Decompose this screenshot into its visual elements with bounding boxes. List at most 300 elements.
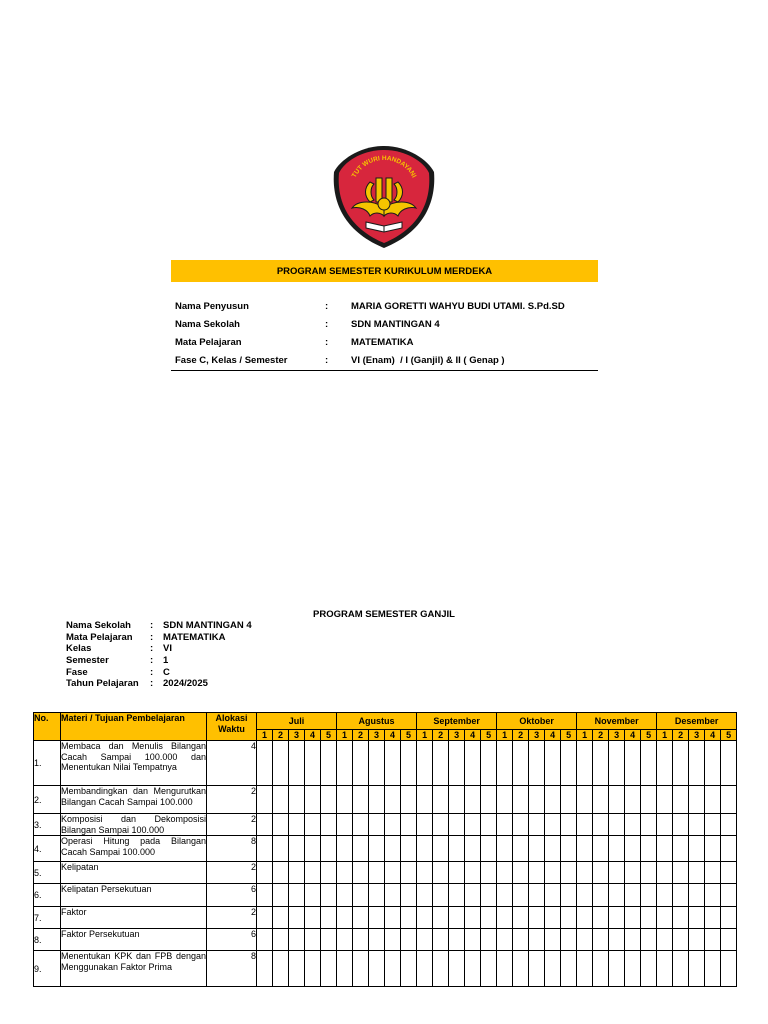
schedule-cell[interactable] xyxy=(657,907,673,929)
table-row xyxy=(34,786,737,814)
schedule-cell[interactable] xyxy=(401,929,417,951)
schedule-cell[interactable] xyxy=(369,951,385,987)
schedule-cell[interactable] xyxy=(289,786,305,814)
schedule-cell[interactable] xyxy=(369,814,385,836)
schedule-cell[interactable] xyxy=(321,884,337,907)
schedule-cell[interactable] xyxy=(417,884,433,907)
schedule-cell[interactable] xyxy=(481,951,497,987)
schedule-cell[interactable] xyxy=(289,929,305,951)
schedule-cell[interactable] xyxy=(513,741,529,786)
schedule-cell[interactable] xyxy=(417,951,433,987)
schedule-cell[interactable] xyxy=(465,741,481,786)
schedule-cell[interactable] xyxy=(641,814,657,836)
schedule-cell[interactable] xyxy=(641,741,657,786)
schedule-cell[interactable] xyxy=(657,884,673,907)
schedule-cell[interactable] xyxy=(609,862,625,884)
schedule-cell[interactable] xyxy=(433,741,449,786)
schedule-cell[interactable] xyxy=(289,951,305,987)
schedule-cell[interactable] xyxy=(481,884,497,907)
row-number: 2. xyxy=(34,786,61,814)
schedule-cell[interactable] xyxy=(625,929,641,951)
schedule-cell[interactable] xyxy=(641,907,657,929)
schedule-cell[interactable] xyxy=(337,929,353,951)
schedule-cell[interactable] xyxy=(593,814,609,836)
schedule-cell[interactable] xyxy=(433,884,449,907)
schedule-cell[interactable] xyxy=(625,836,641,862)
schedule-cell[interactable] xyxy=(545,884,561,907)
schedule-cell[interactable] xyxy=(625,884,641,907)
schedule-cell[interactable] xyxy=(385,786,401,814)
schedule-cell[interactable] xyxy=(529,884,545,907)
schedule-cell[interactable] xyxy=(449,951,465,987)
schedule-cell[interactable] xyxy=(385,741,401,786)
schedule-cell[interactable] xyxy=(625,951,641,987)
schedule-cell[interactable] xyxy=(321,907,337,929)
schedule-cell[interactable] xyxy=(497,884,513,907)
schedule-cell[interactable] xyxy=(385,836,401,862)
schedule-cell[interactable] xyxy=(337,907,353,929)
schedule-cell[interactable] xyxy=(673,907,689,929)
schedule-cell[interactable] xyxy=(545,951,561,987)
schedule-cell[interactable] xyxy=(545,786,561,814)
schedule-cell[interactable] xyxy=(401,814,417,836)
schedule-cell[interactable] xyxy=(321,836,337,862)
schedule-cell[interactable] xyxy=(705,951,721,987)
field-value: SDN MANTINGAN 4 xyxy=(351,318,440,330)
schedule-cell[interactable] xyxy=(561,929,577,951)
week-header: 2 xyxy=(273,730,289,741)
schedule-cell[interactable] xyxy=(449,862,465,884)
schedule-cell[interactable] xyxy=(673,814,689,836)
schedule-cell[interactable] xyxy=(273,951,289,987)
schedule-cell[interactable] xyxy=(673,786,689,814)
schedule-cell[interactable] xyxy=(689,741,705,786)
schedule-cell[interactable] xyxy=(577,884,593,907)
schedule-cell[interactable] xyxy=(321,741,337,786)
schedule-cell[interactable] xyxy=(705,836,721,862)
schedule-cell[interactable] xyxy=(321,786,337,814)
schedule-cell[interactable] xyxy=(625,907,641,929)
schedule-cell[interactable] xyxy=(353,907,369,929)
schedule-cell[interactable] xyxy=(577,929,593,951)
schedule-cell[interactable] xyxy=(641,836,657,862)
schedule-cell[interactable] xyxy=(657,814,673,836)
schedule-cell[interactable] xyxy=(593,836,609,862)
schedule-cell[interactable] xyxy=(417,741,433,786)
schedule-cell[interactable] xyxy=(257,907,273,929)
field-label: Mata Pelajaran xyxy=(175,336,242,348)
schedule-cell[interactable] xyxy=(465,836,481,862)
schedule-cell[interactable] xyxy=(353,814,369,836)
schedule-cell[interactable] xyxy=(529,814,545,836)
schedule-cell[interactable] xyxy=(417,836,433,862)
schedule-cell[interactable] xyxy=(433,907,449,929)
schedule-cell[interactable] xyxy=(289,814,305,836)
schedule-cell[interactable] xyxy=(433,951,449,987)
schedule-cell[interactable] xyxy=(337,836,353,862)
schedule-cell[interactable] xyxy=(305,836,321,862)
schedule-cell[interactable] xyxy=(353,836,369,862)
schedule-cell[interactable] xyxy=(305,786,321,814)
schedule-cell[interactable] xyxy=(433,814,449,836)
schedule-cell[interactable] xyxy=(289,862,305,884)
schedule-cell[interactable] xyxy=(465,907,481,929)
schedule-cell[interactable] xyxy=(593,786,609,814)
schedule-cell[interactable] xyxy=(545,741,561,786)
schedule-cell[interactable] xyxy=(433,929,449,951)
schedule-cell[interactable] xyxy=(257,929,273,951)
row-alokasi: 2 xyxy=(207,786,257,814)
schedule-cell[interactable] xyxy=(577,741,593,786)
schedule-cell[interactable] xyxy=(401,786,417,814)
field-label: Kelas xyxy=(66,643,92,655)
schedule-cell[interactable] xyxy=(369,786,385,814)
schedule-cell[interactable] xyxy=(689,786,705,814)
schedule-cell[interactable] xyxy=(257,884,273,907)
schedule-cell[interactable] xyxy=(353,884,369,907)
schedule-cell[interactable] xyxy=(481,814,497,836)
schedule-cell[interactable] xyxy=(593,862,609,884)
schedule-cell[interactable] xyxy=(273,907,289,929)
schedule-cell[interactable] xyxy=(417,907,433,929)
schedule-cell[interactable] xyxy=(417,786,433,814)
schedule-cell[interactable] xyxy=(401,951,417,987)
schedule-cell[interactable] xyxy=(449,814,465,836)
schedule-cell[interactable] xyxy=(305,951,321,987)
schedule-cell[interactable] xyxy=(561,814,577,836)
week-header: 4 xyxy=(705,730,721,741)
schedule-cell[interactable] xyxy=(705,862,721,884)
schedule-cell[interactable] xyxy=(481,862,497,884)
schedule-cell[interactable] xyxy=(465,951,481,987)
schedule-cell[interactable] xyxy=(449,786,465,814)
schedule-cell[interactable] xyxy=(657,862,673,884)
schedule-cell[interactable] xyxy=(529,907,545,929)
schedule-cell[interactable] xyxy=(625,814,641,836)
schedule-cell[interactable] xyxy=(561,741,577,786)
schedule-cell[interactable] xyxy=(305,862,321,884)
schedule-cell[interactable] xyxy=(545,907,561,929)
table-row xyxy=(34,741,737,786)
row-number: 5. xyxy=(34,862,61,884)
schedule-cell[interactable] xyxy=(385,814,401,836)
schedule-cell[interactable] xyxy=(289,836,305,862)
schedule-cell[interactable] xyxy=(433,862,449,884)
schedule-cell[interactable] xyxy=(673,929,689,951)
schedule-cell[interactable] xyxy=(657,786,673,814)
schedule-cell[interactable] xyxy=(513,836,529,862)
schedule-cell[interactable] xyxy=(337,741,353,786)
schedule-cell[interactable] xyxy=(609,814,625,836)
schedule-cell[interactable] xyxy=(273,929,289,951)
schedule-cell[interactable] xyxy=(705,741,721,786)
schedule-cell[interactable] xyxy=(609,951,625,987)
schedule-cell[interactable] xyxy=(353,786,369,814)
schedule-cell[interactable] xyxy=(593,929,609,951)
schedule-cell[interactable] xyxy=(273,814,289,836)
schedule-cell[interactable] xyxy=(481,929,497,951)
schedule-cell[interactable] xyxy=(465,884,481,907)
schedule-cell[interactable] xyxy=(417,862,433,884)
schedule-cell[interactable] xyxy=(609,836,625,862)
schedule-cell[interactable] xyxy=(481,741,497,786)
schedule-cell[interactable] xyxy=(289,884,305,907)
schedule-cell[interactable] xyxy=(321,862,337,884)
schedule-cell[interactable] xyxy=(417,929,433,951)
schedule-cell[interactable] xyxy=(497,836,513,862)
schedule-cell[interactable] xyxy=(705,786,721,814)
schedule-cell[interactable] xyxy=(305,929,321,951)
schedule-cell[interactable] xyxy=(273,836,289,862)
schedule-cell[interactable] xyxy=(273,884,289,907)
schedule-cell[interactable] xyxy=(289,907,305,929)
schedule-cell[interactable] xyxy=(721,929,737,951)
week-header: 2 xyxy=(513,730,529,741)
schedule-cell[interactable] xyxy=(689,884,705,907)
schedule-cell[interactable] xyxy=(481,907,497,929)
schedule-cell[interactable] xyxy=(689,951,705,987)
schedule-cell[interactable] xyxy=(497,929,513,951)
schedule-cell[interactable] xyxy=(721,741,737,786)
schedule-cell[interactable] xyxy=(577,951,593,987)
schedule-cell[interactable] xyxy=(545,836,561,862)
schedule-cell[interactable] xyxy=(257,836,273,862)
schedule-cell[interactable] xyxy=(705,814,721,836)
schedule-cell[interactable] xyxy=(577,786,593,814)
schedule-cell[interactable] xyxy=(529,741,545,786)
schedule-cell[interactable] xyxy=(465,786,481,814)
schedule-cell[interactable] xyxy=(721,951,737,987)
schedule-cell[interactable] xyxy=(705,884,721,907)
field-separator: : xyxy=(150,678,154,690)
schedule-cell[interactable] xyxy=(593,951,609,987)
schedule-cell[interactable] xyxy=(369,836,385,862)
schedule-cell[interactable] xyxy=(641,951,657,987)
schedule-cell[interactable] xyxy=(561,862,577,884)
schedule-cell[interactable] xyxy=(497,862,513,884)
month-header: Desember xyxy=(657,713,737,730)
schedule-cell[interactable] xyxy=(721,786,737,814)
schedule-cell[interactable] xyxy=(561,907,577,929)
schedule-cell[interactable] xyxy=(369,862,385,884)
semester-field xyxy=(66,666,252,678)
schedule-cell[interactable] xyxy=(321,951,337,987)
schedule-cell[interactable] xyxy=(641,929,657,951)
schedule-cell[interactable] xyxy=(625,862,641,884)
field-value: 2024/2025 xyxy=(163,678,208,690)
schedule-cell[interactable] xyxy=(401,862,417,884)
schedule-cell[interactable] xyxy=(497,814,513,836)
schedule-cell[interactable] xyxy=(465,862,481,884)
schedule-cell[interactable] xyxy=(721,907,737,929)
schedule-cell[interactable] xyxy=(353,951,369,987)
schedule-cell[interactable] xyxy=(625,741,641,786)
schedule-cell[interactable] xyxy=(625,786,641,814)
week-header: 4 xyxy=(625,730,641,741)
schedule-cell[interactable] xyxy=(529,862,545,884)
schedule-cell[interactable] xyxy=(609,741,625,786)
schedule-cell[interactable] xyxy=(513,951,529,987)
schedule-cell[interactable] xyxy=(705,929,721,951)
row-number: 4. xyxy=(34,836,61,862)
schedule-cell[interactable] xyxy=(609,786,625,814)
schedule-cell[interactable] xyxy=(369,884,385,907)
schedule-cell[interactable] xyxy=(529,786,545,814)
schedule-cell[interactable] xyxy=(257,814,273,836)
schedule-cell[interactable] xyxy=(689,836,705,862)
schedule-cell[interactable] xyxy=(513,884,529,907)
schedule-cell[interactable] xyxy=(593,884,609,907)
header-no: No. xyxy=(34,713,61,741)
schedule-cell[interactable] xyxy=(481,836,497,862)
schedule-cell[interactable] xyxy=(273,741,289,786)
field-label: Nama Penyusun xyxy=(175,300,249,312)
schedule-cell[interactable] xyxy=(481,786,497,814)
week-header: 5 xyxy=(721,730,737,741)
schedule-cell[interactable] xyxy=(657,951,673,987)
schedule-cell[interactable] xyxy=(433,836,449,862)
schedule-cell[interactable] xyxy=(545,814,561,836)
schedule-cell[interactable] xyxy=(401,836,417,862)
table-row xyxy=(34,814,737,836)
schedule-cell[interactable] xyxy=(545,929,561,951)
schedule-cell[interactable] xyxy=(657,836,673,862)
schedule-cell[interactable] xyxy=(513,786,529,814)
schedule-cell[interactable] xyxy=(321,929,337,951)
schedule-cell[interactable] xyxy=(721,884,737,907)
schedule-cell[interactable] xyxy=(561,836,577,862)
schedule-cell[interactable] xyxy=(433,786,449,814)
schedule-cell[interactable] xyxy=(561,884,577,907)
schedule-cell[interactable] xyxy=(673,951,689,987)
schedule-cell[interactable] xyxy=(449,884,465,907)
row-materi: Membandingkan dan Mengurutkan Bilangan Cacah Sampai 100.000 xyxy=(61,786,207,814)
schedule-cell[interactable] xyxy=(497,951,513,987)
schedule-cell[interactable] xyxy=(513,862,529,884)
schedule-cell[interactable] xyxy=(385,862,401,884)
schedule-cell[interactable] xyxy=(321,814,337,836)
schedule-cell[interactable] xyxy=(449,741,465,786)
schedule-cell[interactable] xyxy=(609,929,625,951)
schedule-cell[interactable] xyxy=(689,907,705,929)
schedule-cell[interactable] xyxy=(577,862,593,884)
schedule-cell[interactable] xyxy=(385,929,401,951)
schedule-cell[interactable] xyxy=(465,814,481,836)
schedule-cell[interactable] xyxy=(593,907,609,929)
schedule-cell[interactable] xyxy=(577,907,593,929)
schedule-cell[interactable] xyxy=(529,836,545,862)
schedule-cell[interactable] xyxy=(369,929,385,951)
schedule-cell[interactable] xyxy=(545,862,561,884)
field-label: Semester xyxy=(66,655,109,667)
schedule-cell[interactable] xyxy=(337,786,353,814)
schedule-cell[interactable] xyxy=(513,814,529,836)
schedule-cell[interactable] xyxy=(337,814,353,836)
schedule-cell[interactable] xyxy=(609,907,625,929)
schedule-cell[interactable] xyxy=(561,786,577,814)
schedule-cell[interactable] xyxy=(657,741,673,786)
schedule-cell[interactable] xyxy=(401,741,417,786)
schedule-cell[interactable] xyxy=(369,907,385,929)
schedule-cell[interactable] xyxy=(529,929,545,951)
schedule-cell[interactable] xyxy=(289,741,305,786)
schedule-cell[interactable] xyxy=(353,862,369,884)
schedule-cell[interactable] xyxy=(705,907,721,929)
schedule-cell[interactable] xyxy=(497,741,513,786)
schedule-cell[interactable] xyxy=(641,786,657,814)
schedule-cell[interactable] xyxy=(689,814,705,836)
schedule-cell[interactable] xyxy=(337,884,353,907)
schedule-cell[interactable] xyxy=(385,884,401,907)
field-value: 1 xyxy=(163,655,169,667)
schedule-cell[interactable] xyxy=(673,741,689,786)
field-label: Fase xyxy=(66,666,88,678)
schedule-cell[interactable] xyxy=(401,907,417,929)
schedule-cell[interactable] xyxy=(449,907,465,929)
schedule-cell[interactable] xyxy=(385,951,401,987)
schedule-cell[interactable] xyxy=(385,907,401,929)
schedule-cell[interactable] xyxy=(305,741,321,786)
schedule-cell[interactable] xyxy=(721,814,737,836)
schedule-cell[interactable] xyxy=(257,786,273,814)
schedule-cell[interactable] xyxy=(257,951,273,987)
schedule-cell[interactable] xyxy=(673,884,689,907)
week-header: 5 xyxy=(321,730,337,741)
schedule-cell[interactable] xyxy=(257,741,273,786)
schedule-cell[interactable] xyxy=(369,741,385,786)
schedule-cell[interactable] xyxy=(449,929,465,951)
schedule-cell[interactable] xyxy=(449,836,465,862)
schedule-cell[interactable] xyxy=(577,814,593,836)
schedule-cell[interactable] xyxy=(673,836,689,862)
schedule-cell[interactable] xyxy=(577,836,593,862)
schedule-cell[interactable] xyxy=(529,951,545,987)
row-materi: Membaca dan Menulis Bilangan Cacah Sampai 100.000 dan Menentukan Nilai Tempatnya xyxy=(61,741,207,786)
schedule-cell[interactable] xyxy=(689,929,705,951)
schedule-cell[interactable] xyxy=(273,786,289,814)
schedule-cell[interactable] xyxy=(641,884,657,907)
schedule-cell[interactable] xyxy=(337,862,353,884)
row-materi: Faktor xyxy=(61,907,207,929)
schedule-cell[interactable] xyxy=(337,951,353,987)
schedule-cell[interactable] xyxy=(305,907,321,929)
schedule-cell[interactable] xyxy=(721,862,737,884)
schedule-cell[interactable] xyxy=(401,884,417,907)
schedule-cell[interactable] xyxy=(417,814,433,836)
schedule-cell[interactable] xyxy=(465,929,481,951)
field-label: Tahun Pelajaran xyxy=(66,678,139,690)
schedule-cell[interactable] xyxy=(721,836,737,862)
schedule-cell[interactable] xyxy=(689,862,705,884)
schedule-cell[interactable] xyxy=(609,884,625,907)
schedule-cell[interactable] xyxy=(353,929,369,951)
schedule-cell[interactable] xyxy=(673,862,689,884)
schedule-cell[interactable] xyxy=(353,741,369,786)
schedule-cell[interactable] xyxy=(561,951,577,987)
schedule-cell[interactable] xyxy=(657,929,673,951)
schedule-cell[interactable] xyxy=(305,884,321,907)
table-row xyxy=(34,884,737,907)
schedule-cell[interactable] xyxy=(641,862,657,884)
schedule-cell[interactable] xyxy=(513,907,529,929)
schedule-cell[interactable] xyxy=(257,862,273,884)
schedule-cell[interactable] xyxy=(497,786,513,814)
schedule-cell[interactable] xyxy=(305,814,321,836)
schedule-cell[interactable] xyxy=(273,862,289,884)
schedule-cell[interactable] xyxy=(513,929,529,951)
schedule-cell[interactable] xyxy=(497,907,513,929)
schedule-cell[interactable] xyxy=(593,741,609,786)
